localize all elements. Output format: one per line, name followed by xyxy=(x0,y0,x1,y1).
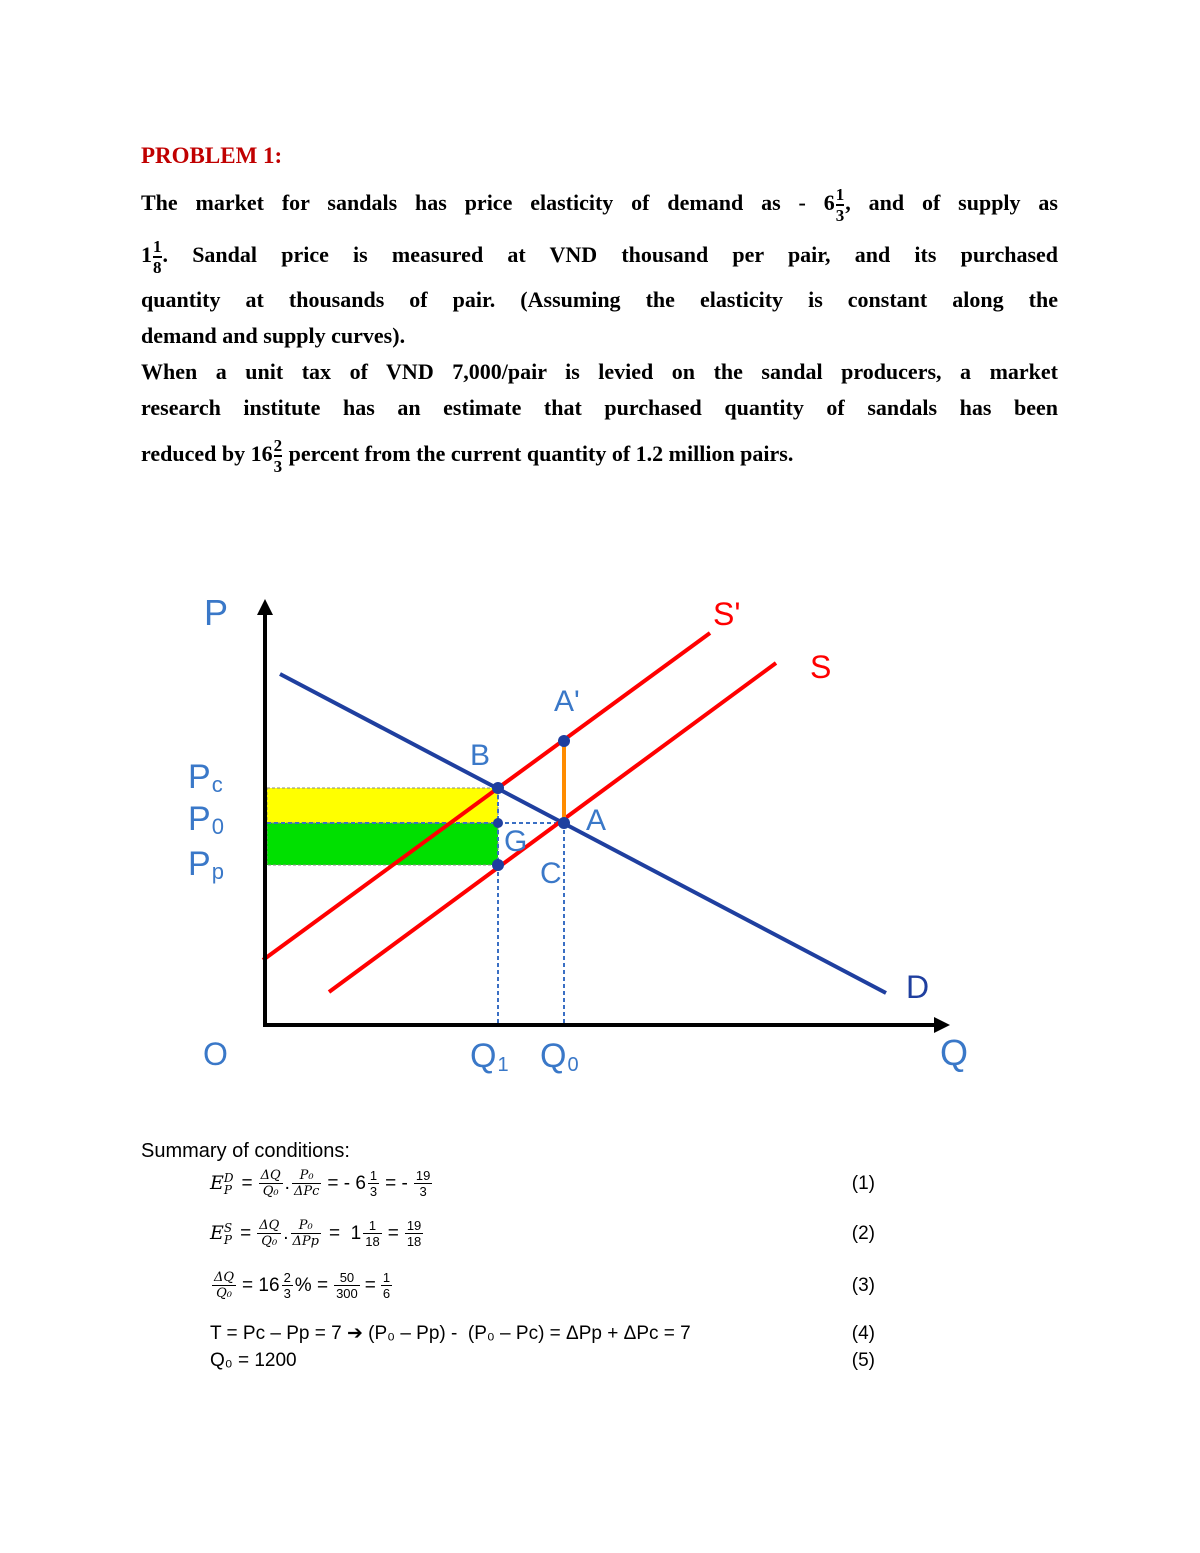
equation-number: (5) xyxy=(851,1350,875,1371)
producer-burden-area xyxy=(267,823,498,865)
fraction-numerator: 1 xyxy=(835,185,845,204)
fraction-denominator: 300 xyxy=(336,1286,358,1301)
label-point-b: B xyxy=(470,739,491,772)
label-point-a-prime: A' xyxy=(554,685,580,718)
label-text: P xyxy=(188,758,211,796)
equation-number: (1) xyxy=(851,1172,875,1194)
text-span: percent from the current quantity of 1.2 million pairs. xyxy=(283,441,794,467)
fraction-numerator: 1 xyxy=(382,1270,391,1285)
point-g-marker xyxy=(493,818,503,828)
fraction-denominator: 8 xyxy=(153,258,162,277)
label-subscript: p xyxy=(211,859,224,884)
fraction-numerator: 2 xyxy=(283,1270,291,1285)
point-a-marker xyxy=(558,817,570,829)
problem-line-1 xyxy=(141,186,1058,224)
dot-operator: . xyxy=(283,1222,289,1244)
point-b-marker xyxy=(492,782,504,794)
label-point-a: A xyxy=(586,804,607,837)
fraction-numerator: 50 xyxy=(339,1270,355,1285)
fraction-1-6 xyxy=(381,1270,392,1301)
fraction-denominator: 3 xyxy=(835,206,845,225)
fraction-denominator: Q₀ xyxy=(259,1183,283,1199)
label-s-prime: S' xyxy=(713,596,741,632)
subscript: P xyxy=(223,1232,232,1247)
problem-line-7 xyxy=(141,437,1058,475)
fraction-denominator: 18 xyxy=(365,1234,380,1249)
equation-3 xyxy=(210,1270,875,1301)
fraction-two-thirds xyxy=(274,437,283,475)
superscript: S xyxy=(223,1220,233,1235)
equation-body xyxy=(210,1218,425,1249)
label-s: S xyxy=(810,649,832,685)
fraction-1-18 xyxy=(363,1218,381,1249)
equation-1 xyxy=(210,1168,875,1199)
point-a-prime-marker xyxy=(558,735,570,747)
equation-text: = xyxy=(364,1274,376,1296)
fraction-denominator: 3 xyxy=(369,1184,378,1199)
tax-incidence-diagram xyxy=(170,585,990,1085)
fraction-dq-q0 xyxy=(212,1270,236,1301)
dot-operator: . xyxy=(284,1172,290,1194)
quantity-axis-label: Q xyxy=(940,1032,969,1073)
fraction-one-third xyxy=(368,1168,379,1199)
text-span: The market for sandals has price elasticity of demand as - 6 xyxy=(141,190,835,216)
fraction-denominator: 3 xyxy=(414,1183,432,1199)
fraction-numerator: 1 xyxy=(153,237,162,256)
fraction-50-300 xyxy=(334,1270,360,1301)
elasticity-symbol xyxy=(210,1222,232,1246)
fraction-denominator: ΔPc xyxy=(293,1184,320,1199)
label-text: P xyxy=(188,800,211,838)
symbol-base: E xyxy=(210,1221,224,1244)
price-axis-label: P xyxy=(204,592,229,633)
label-point-g: G xyxy=(504,825,528,858)
fraction-19-3 xyxy=(414,1168,432,1199)
fraction-denominator: Q₀ xyxy=(257,1233,281,1249)
point-c-marker xyxy=(492,859,504,871)
elasticity-symbol xyxy=(210,1172,234,1196)
text-span: reduced by 16 xyxy=(141,441,273,467)
symbol-base: E xyxy=(210,1171,224,1194)
label-p0 xyxy=(188,800,224,839)
superscript: D xyxy=(223,1170,234,1185)
equation-text: Q₀ = 1200 xyxy=(210,1350,297,1371)
equation-body xyxy=(210,1270,394,1301)
fraction-denominator: 6 xyxy=(382,1286,391,1301)
fraction-19-18 xyxy=(405,1218,423,1249)
equation-5 xyxy=(210,1350,875,1372)
fraction-one-third xyxy=(836,186,845,224)
label-subscript: 0 xyxy=(211,814,224,839)
fraction-numerator: 19 xyxy=(415,1168,431,1183)
equation-number: (3) xyxy=(851,1274,875,1296)
fraction-dq-q0 xyxy=(257,1218,281,1249)
fraction-numerator: ΔQ xyxy=(260,1168,281,1183)
summary-title: Summary of conditions: xyxy=(141,1140,350,1162)
label-text: P xyxy=(188,845,211,883)
fraction-two-thirds xyxy=(282,1270,293,1301)
fraction-denominator: ΔPp xyxy=(292,1234,320,1249)
text-span: , and of supply as xyxy=(845,190,1058,216)
equation-number: (2) xyxy=(851,1222,875,1244)
fraction-numerator: P₀ xyxy=(298,1218,313,1233)
label-pp xyxy=(188,845,224,884)
equation-text: = 1 xyxy=(329,1222,362,1244)
label-point-c: C xyxy=(540,857,562,890)
text-span: 1 xyxy=(141,242,152,268)
label-d: D xyxy=(906,969,930,1005)
consumer-burden-area xyxy=(267,788,498,823)
text-span: . Sandal price is measured at VND thousand per pair, and its purchased xyxy=(162,242,1058,268)
symbol-scripts xyxy=(224,1222,232,1246)
fraction-numerator: P₀ xyxy=(299,1168,314,1183)
price-axis-arrow xyxy=(257,599,273,615)
equation-text: T = Pc – Pp = 7 ➔ (P₀ – Pp) - (P₀ – Pc) = ΔPp + ΔPc = 7 xyxy=(210,1323,691,1344)
label-q0 xyxy=(540,1037,579,1076)
fraction-numerator: 19 xyxy=(406,1218,422,1233)
equation-text: % = xyxy=(294,1274,329,1296)
label-subscript: 0 xyxy=(567,1054,579,1076)
equation-text: = - 6 xyxy=(327,1172,366,1194)
label-subscript: 1 xyxy=(497,1054,509,1076)
symbol-scripts xyxy=(224,1172,234,1196)
problem-line-5: When a unit tax of VND 7,000/pair is levied on the sandal producers, a market xyxy=(141,359,1058,384)
problem-title: PROBLEM 1: xyxy=(141,143,283,168)
label-q1 xyxy=(470,1037,509,1076)
subscript: P xyxy=(223,1182,232,1197)
equation-number: (4) xyxy=(851,1322,875,1344)
quantity-axis-arrow xyxy=(934,1017,950,1033)
problem-line-2 xyxy=(141,238,1058,276)
equation-text: = xyxy=(387,1222,399,1244)
label-text: Q xyxy=(470,1037,497,1075)
equation-4 xyxy=(210,1322,875,1345)
equation-body xyxy=(210,1168,434,1199)
label-text: Q xyxy=(540,1037,567,1075)
fraction-numerator: 1 xyxy=(368,1218,377,1233)
equation-text: = 16 xyxy=(242,1274,280,1296)
fraction-p0-dpp xyxy=(291,1218,321,1249)
fraction-numerator: ΔQ xyxy=(259,1218,280,1233)
equals-sign: = xyxy=(241,1172,253,1194)
fraction-denominator: 18 xyxy=(406,1234,422,1249)
fraction-p0-dpc xyxy=(292,1168,321,1199)
fraction-numerator: 2 xyxy=(273,436,283,455)
equation-text: = - xyxy=(385,1172,408,1194)
problem-line-6: research institute has an estimate that purchased quantity of sandals has been xyxy=(141,395,1058,420)
problem-line-4: demand and supply curves). xyxy=(141,323,406,348)
fraction-denominator: 3 xyxy=(283,1286,291,1301)
label-pc xyxy=(188,758,223,797)
fraction-numerator: ΔQ xyxy=(214,1270,235,1285)
fraction-numerator: 1 xyxy=(369,1168,378,1183)
equation-2 xyxy=(210,1218,875,1249)
fraction-denominator: Q₀ xyxy=(212,1285,236,1301)
fraction-one-eighth xyxy=(153,238,162,276)
label-subscript: c xyxy=(211,772,223,797)
origin-label: O xyxy=(203,1036,228,1072)
equals-sign: = xyxy=(240,1222,252,1244)
fraction-denominator: 3 xyxy=(273,457,283,476)
fraction-dq-q0 xyxy=(259,1168,283,1199)
problem-line-3: quantity at thousands of pair. (Assuming the elasticity is constant along the xyxy=(141,287,1058,312)
